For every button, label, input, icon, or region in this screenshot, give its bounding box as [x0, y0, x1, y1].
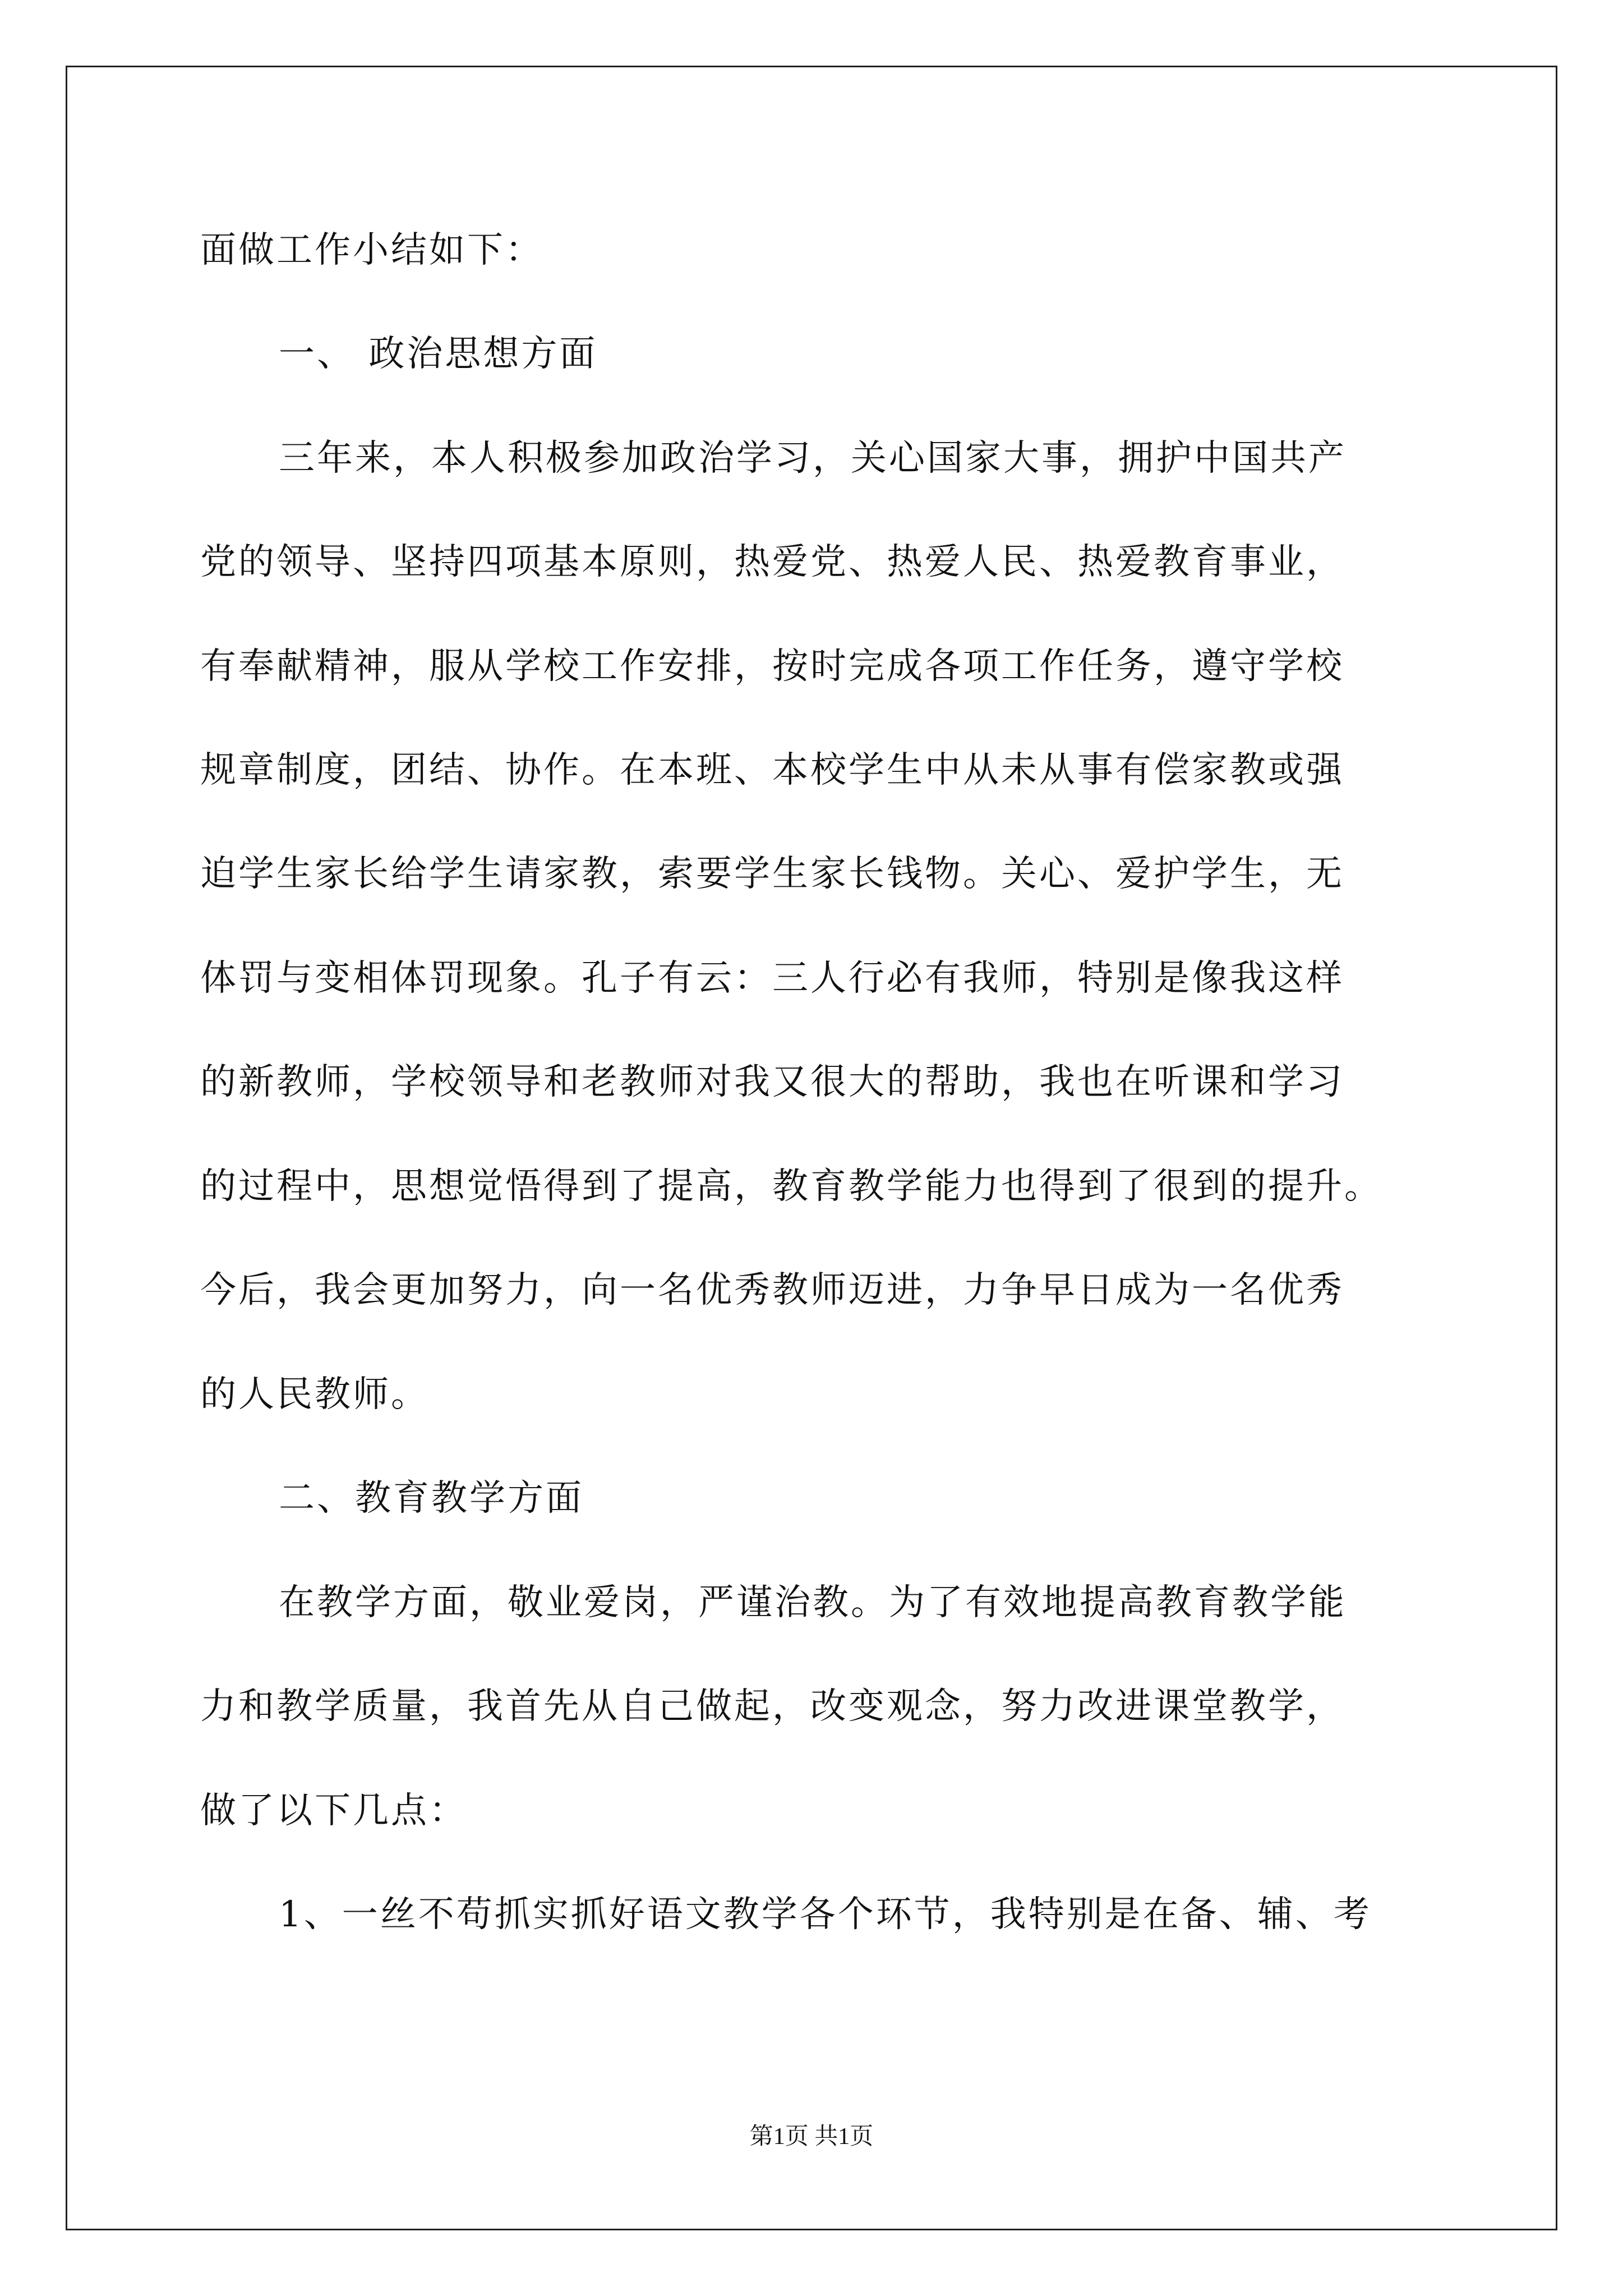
section-heading-politics: 一、 政治思想方面 — [279, 333, 598, 375]
body-line-17: 1、一丝不苟抓实抓好语文教学各个环节，我特别是在备、辅、考 — [279, 1894, 1372, 1935]
page-number-footer: 第1页 共1页 — [749, 2124, 874, 2150]
body-line-14: 在教学方面，敬业爱岗，严谨治教。为了有效地提高教育教学能 — [279, 1582, 1347, 1623]
body-line-1: 面做工作小结如下： — [200, 229, 543, 271]
body-line-15: 力和教学质量，我首先从自己做起，改变观念，努力改进课堂教学， — [200, 1686, 1344, 1727]
body-line-3: 三年来，本人积极参加政治学习，关心国家大事，拥护中国共产 — [279, 438, 1347, 479]
body-line-12: 的人民教师。 — [200, 1374, 429, 1415]
body-line-6: 规章制度，团结、协作。在本班、本校学生中从未从事有偿家教或强 — [200, 749, 1344, 791]
body-line-11: 今后，我会更加努力，向一名优秀教师迈进，力争早日成为一名优秀 — [200, 1269, 1344, 1311]
body-line-9: 的新教师，学校领导和老教师对我又很大的帮助，我也在听课和学习 — [200, 1061, 1344, 1103]
body-line-8: 体罚与变相体罚现象。孔子有云：三人行必有我师，特别是像我这样 — [200, 958, 1344, 999]
body-line-7: 迫学生家长给学生请家教，索要学生家长钱物。关心、爱护学生，无 — [200, 853, 1344, 895]
body-line-10: 的过程中，思想觉悟得到了提高，教育教学能力也得到了很到的提升。 — [200, 1166, 1382, 1207]
body-line-5: 有奉献精神，服从学校工作安排，按时完成各项工作任务，遵守学校 — [200, 646, 1344, 687]
body-line-16: 做了以下几点： — [200, 1790, 467, 1832]
section-heading-teaching: 二、教育教学方面 — [279, 1478, 584, 1519]
body-line-4: 党的领导、坚持四项基本原则，热爱党、热爱人民、热爱教育事业， — [200, 541, 1344, 583]
